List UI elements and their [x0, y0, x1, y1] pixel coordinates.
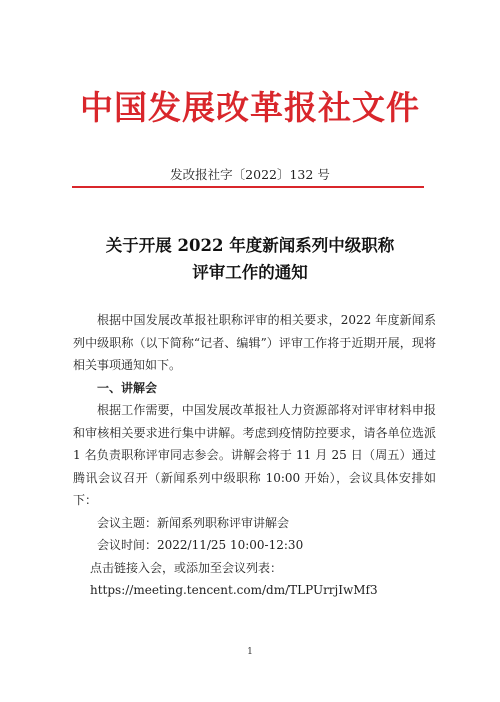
document-number: 发改报社字〔2022〕132 号: [170, 167, 330, 182]
page-number: 1: [247, 647, 253, 657]
masthead-title: 中国发展改革报社文件: [80, 88, 420, 127]
join-instruction: 点击链接入会，或添加至会议列表：: [90, 560, 283, 575]
meeting-link[interactable]: https://meeting.tencent.com/dm/TLPUrrjIwMf3: [90, 583, 378, 597]
section-paragraph: 根据工作需要，中国发展改革报社人力资源部将对评审材料申报和审核相关要求进行集中讲解。考虑到疫情防控要求，请各单位选派 1 名负责职称评审同志参会。讲解会将于 11 月 25 日（周五）通过腾讯会议召开（新闻系列中级职称 10:00 开始），会议具体安排如下：: [73, 403, 436, 507]
section-heading: 一、讲解会: [97, 380, 158, 395]
meeting-topic: 会议主题：新闻系列职称评审讲解会: [97, 515, 290, 530]
red-divider: [72, 186, 424, 188]
notice-title: [0, 232, 500, 286]
notice-title-line2: 评审工作的通知: [192, 263, 308, 282]
meeting-time: 会议时间：2022/11/25 10:00-12:30: [97, 538, 304, 552]
notice-title-line1: 关于开展 2022 年度新闻系列中级职称: [105, 236, 395, 255]
notice-body: [73, 309, 436, 602]
intro-paragraph: 根据中国发展改革报社职称评审的相关要求，2022 年度新闻系列中级职称（以下简称“记者、编辑”）评审工作将于近期开展，现将相关事项通知如下。: [73, 313, 436, 372]
